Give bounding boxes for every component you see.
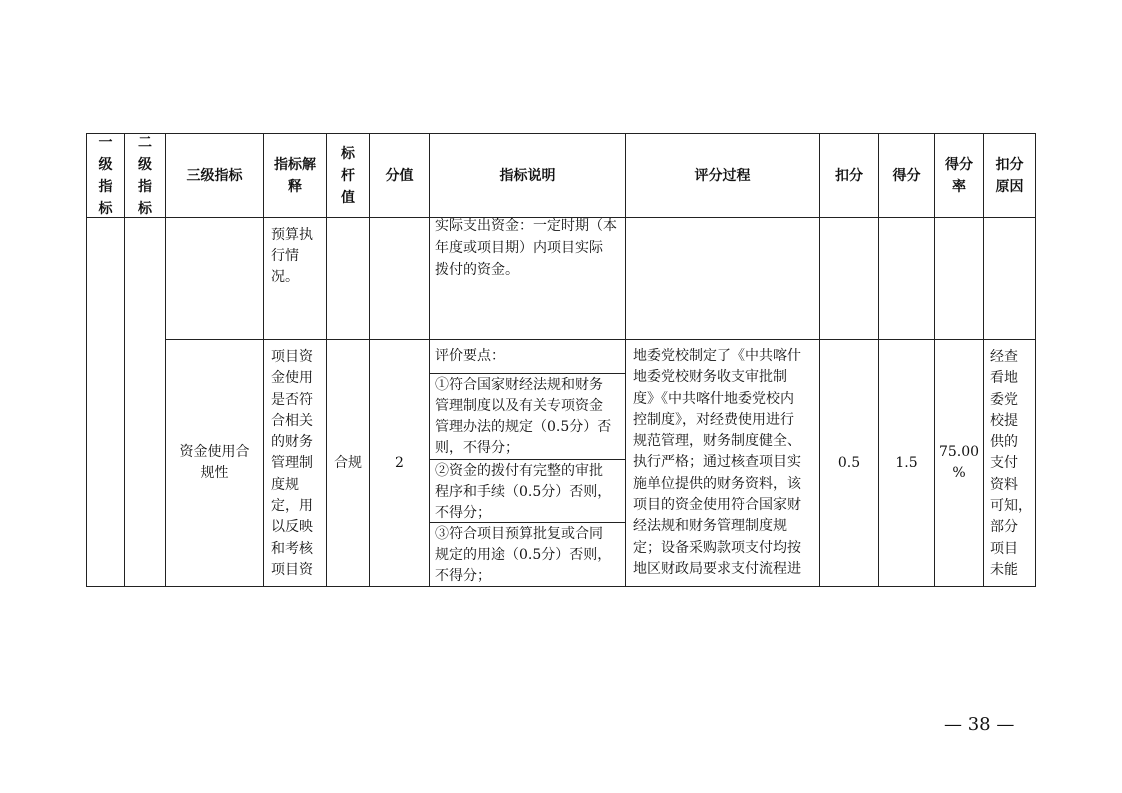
row2-level3 [166, 340, 263, 586]
header-benchmark [327, 134, 369, 217]
header-deduction-reason [984, 134, 1035, 217]
desc-subdivider-1 [429, 373, 625, 374]
header-deduction [820, 134, 878, 217]
header-level1 [87, 134, 124, 217]
header-score-text: 得分 [892, 167, 921, 184]
header-score-value-text: 分值 [385, 167, 414, 184]
row2-score-rate [935, 340, 983, 586]
row2-deduction [820, 340, 878, 586]
row2-explanation: 项目资 金使用 是否符 合相关 的财务 管理制 度规 定，用 以反映 和考核 项目资 [271, 349, 313, 578]
row2-score-value-text: 2 [395, 454, 404, 471]
header-level2 [125, 134, 165, 217]
row2-desc-item1: ①符合国家财经法规和财务 管理制度以及有关专项资金 管理办法的规定（0.5分）否 则，不得分； [435, 377, 612, 456]
header-explanation [264, 134, 326, 217]
header-score-value [370, 134, 429, 217]
row2-score-value [370, 340, 429, 586]
header-score [879, 134, 934, 217]
row2-score-text: 1.5 [895, 454, 918, 471]
header-deduction-text: 扣分 [835, 167, 863, 184]
header-benchmark-text: 标杆值 [341, 145, 355, 206]
header-description [430, 134, 625, 217]
row2-level3-text: 资金使用合 规性 [179, 444, 250, 481]
col-line-12 [1035, 133, 1036, 586]
page-number: — 38 — [944, 714, 1015, 735]
row2-benchmark-text: 合规 [334, 454, 362, 471]
header-score-rate [935, 134, 983, 217]
row2-score-rate-text: 75.00 % [938, 444, 980, 481]
header-description-text: 指标说明 [499, 167, 556, 184]
header-process-text: 评分过程 [694, 167, 751, 184]
row2-benchmark [327, 340, 369, 586]
row2-desc-title: 评价要点： [435, 348, 505, 364]
row1-explanation: 预算执 行情 况。 [271, 227, 313, 285]
header-level1-text: 一级指标 [98, 134, 113, 217]
header-score-rate-text: 得分率 [945, 156, 973, 195]
desc-subdivider-2 [429, 459, 625, 460]
header-level2-text: 二级指标 [138, 134, 152, 217]
header-process [626, 134, 819, 217]
row2-process: 地委党校制定了《中共喀什 地委党校财务收支审批制 度》《中共喀什地委党校内 控制度》，对经费使用进行 规范管理，财务制度健全、 执行严格；通过核查项目实 施单位提供的财务资料，该 项目的资金使用符合国家财 经法规和财务管理制度规 定；设备采购款项支付均按 地区财政局要求支付流程进 [633, 348, 801, 577]
header-level3-text: 三级指标 [186, 167, 243, 184]
row2-deduction-text: 0.5 [837, 454, 861, 471]
header-explanation-text: 指标解释 [274, 156, 316, 195]
header-deduction-reason-text: 扣分原因 [995, 156, 1024, 195]
row1-description: 实际支出资金：一定时期（本 年度或项目期）内项目实际 拨付的资金。 [435, 218, 617, 278]
row2-desc-item3: ③符合项目预算批复或合同 规定的用途（0.5分）否则， 不得分； [435, 526, 612, 584]
row2-reason: 经查 看地 委党 校提 供的 支付 资料 可知， 部分 项目 未能 [990, 349, 1032, 578]
header-level3 [166, 134, 263, 217]
row2-score [879, 340, 934, 586]
row2-desc-item2: ②资金的拨付有完整的审批 程序和手续（0.5分）否则， 不得分； [435, 463, 612, 521]
